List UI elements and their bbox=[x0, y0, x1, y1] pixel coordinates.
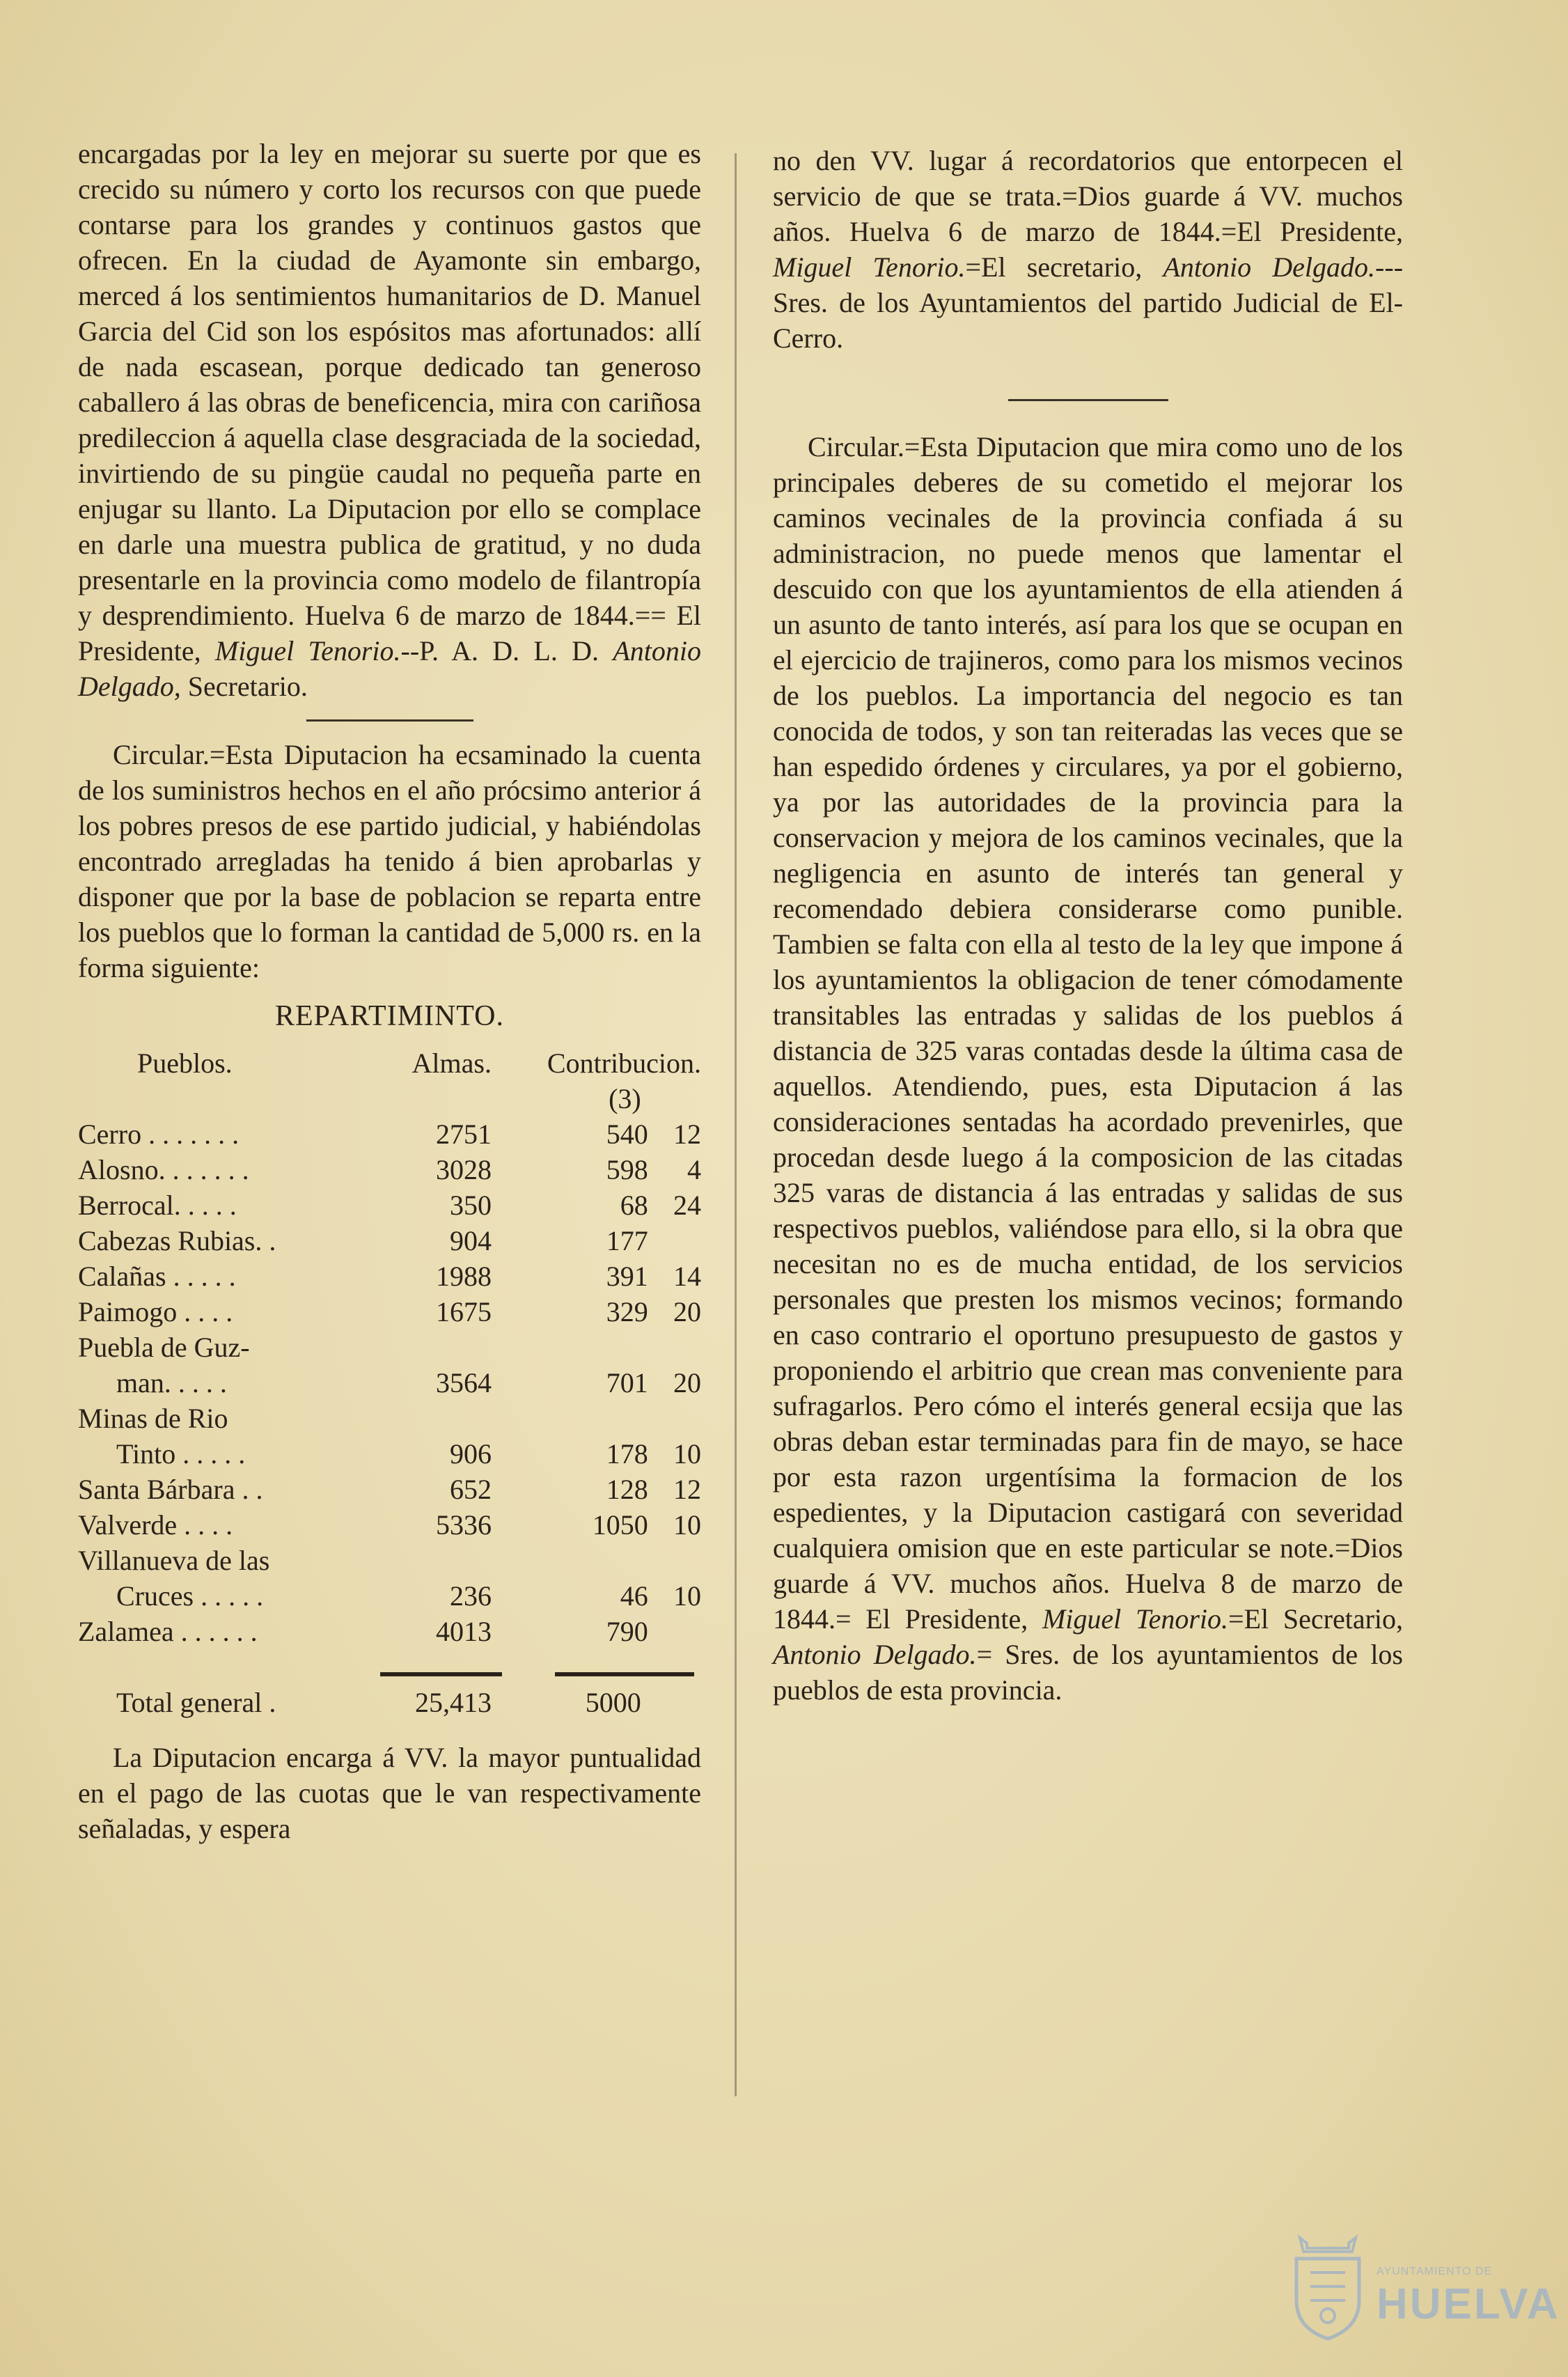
cell-contribucion bbox=[516, 1330, 648, 1365]
cell-centimos bbox=[648, 1614, 701, 1649]
cell-contribucion: 790 bbox=[606, 1616, 648, 1647]
cell-centimos bbox=[648, 1401, 701, 1436]
right-column bbox=[773, 143, 1403, 1708]
table-row bbox=[78, 1116, 701, 1152]
cell-contribucion bbox=[516, 1543, 648, 1578]
table-title: REPARTIMINTO. bbox=[274, 1000, 505, 1032]
signature-name: Antonio Delgado. bbox=[1163, 251, 1376, 283]
cell-contribucion bbox=[516, 1401, 648, 1436]
cell-almas: 652 bbox=[449, 1474, 492, 1505]
table-body bbox=[78, 1116, 701, 1649]
cell-almas: 3028 bbox=[435, 1154, 492, 1185]
section-divider bbox=[306, 719, 473, 722]
cell-contribucion: 68 bbox=[620, 1190, 648, 1221]
cell-almas bbox=[375, 1330, 516, 1365]
cell-almas: 3564 bbox=[435, 1367, 492, 1398]
text-run: encargadas por la ley en mejorar su suerte por que es crecido su número y corto los recursos con que puede contarse para los grandes y continuos gastos que ofrecen. En la ciudad de Ayamonte sin embargo, merced á los sentimientos humanitarios de D. Manuel Garcia del Cid son los espósitos mas afortunados: allí de nada escasean, porque dedicado tan generoso caballero á las obras de beneficencia, mira con cariñosa predileccion á aquella clase desgraciada de la sociedad, invirtiendo de su pingüe caudal no pequeña parte en enjugar su llanto. La Diputacion por ello se complace en darle una muestra publica de gratitud, y no duda presentarle en la provincia como modelo de filantropía y desprendimiento. Huelva 6 de marzo de 1844.== El Presidente, bbox=[78, 138, 701, 667]
table-row bbox=[78, 1294, 701, 1330]
cell-almas: 2751 bbox=[435, 1119, 492, 1150]
cell-pueblo: Santa Bárbara . . bbox=[78, 1474, 263, 1505]
cell-pueblo: Cruces . . . . . bbox=[116, 1580, 264, 1612]
total-almas: 25,413 bbox=[414, 1687, 492, 1718]
signature-name: Antonio Delgado, bbox=[78, 635, 702, 702]
archive-watermark bbox=[1286, 2227, 1560, 2349]
text-run: =El Secretario, bbox=[1228, 1603, 1404, 1635]
cell-centimos bbox=[648, 1543, 701, 1578]
total-row bbox=[78, 1685, 701, 1720]
total-rule-row bbox=[78, 1649, 701, 1685]
cell-pueblo: Villanueva de las bbox=[78, 1545, 270, 1576]
text-run: = Sres. de los ayuntamientos de los pueblos de esta provincia. bbox=[773, 1639, 1403, 1706]
cell-pueblo: Puebla de Guz- bbox=[78, 1332, 250, 1363]
cell-almas: 236 bbox=[449, 1580, 492, 1612]
cell-centimos: 14 bbox=[673, 1261, 701, 1292]
header-contribucion: Contribucion. bbox=[547, 1047, 701, 1079]
text-run: --- Sres. de los Ayuntamientos del partido Judicial de El-Cerro. bbox=[773, 251, 1404, 354]
right-paragraph-2 bbox=[773, 429, 1403, 1708]
cell-centimos: 12 bbox=[673, 1119, 701, 1150]
distribution-table bbox=[78, 1045, 701, 1720]
cell-contribucion: 178 bbox=[606, 1438, 648, 1470]
right-paragraph-1 bbox=[773, 143, 1403, 356]
cell-pueblo: Berrocal. . . . . bbox=[78, 1190, 237, 1221]
cell-centimos: 4 bbox=[687, 1154, 701, 1185]
table-row bbox=[78, 1614, 701, 1649]
cell-pueblo: Calañas . . . . . bbox=[78, 1261, 236, 1292]
cell-centimos bbox=[648, 1330, 701, 1365]
cell-almas bbox=[375, 1401, 516, 1436]
crest-icon bbox=[1286, 2231, 1370, 2342]
header-almas: Almas. bbox=[411, 1047, 492, 1079]
text-run: Circular.=Esta Diputacion que mira como uno de los principales deberes de su cometido el mejorar los caminos vecinales de la provincia confiada á su administracion, no puede menos que lamentar el descuido con que los ayuntamientos de ella atienden á un asunto de tanto interés, así para los que se ocupan en el ejercicio de trajineros, como para los mismos vecinos de los pueblos. La importancia del negocio es tan conocida de todos, y son tan reiteradas las veces que se han espedido órdenes y circulares, ya por el gobierno, ya por las autoridades de la provincia para la conservacion y mejora de los caminos vecinales, que la negligencia en asunto de interés tan general y recomendado debiera considerarse como punible. Tambien se falta con ella al testo de la ley que impone á los ayuntamientos la obligacion de tener cómodamente transitables las entradas y salidas de los pueblos á distancia de 325 varas contadas desde la última casa de aquellos. Atendiendo, pues, esta Diputacion á las consideraciones sentadas ha acordado prevenirles, que procedan desde luego á la composicion de las citadas 325 varas de distancia á las entradas y salidas de sus respectivos pueblos, valiéndose para ello, si la obra que necesitan no es de mucha entidad, de los servicios personales que presten los mismos vecinos; formando en caso contrario el oportuno presupuesto de gastos y proponiendo el arbitrio que crean mas conveniente para sufragarlos. Pero cómo el interés general ecsija que las obras deban estar terminadas para fin de mayo, se hace por esta razon urgentísima la formacion de los espedientes, y la Diputacion castigará con severidad cualquiera omision que en este particular se note.=Dios guarde á VV. muchos años. Huelva 8 de marzo de 1844.= El Presidente, bbox=[773, 431, 1403, 1635]
cell-almas: 906 bbox=[449, 1438, 492, 1470]
cell-centimos: 20 bbox=[673, 1296, 701, 1327]
cell-almas: 1988 bbox=[435, 1261, 492, 1292]
table-row bbox=[78, 1401, 701, 1436]
watermark-small-text: AYUNTAMIENTO DE bbox=[1377, 2266, 1493, 2277]
cell-pueblo: Cerro . . . . . . . bbox=[78, 1119, 240, 1150]
table-row bbox=[78, 1543, 701, 1578]
cell-almas: 4013 bbox=[435, 1616, 492, 1647]
cell-contribucion: 46 bbox=[620, 1580, 648, 1612]
left-paragraph-1 bbox=[78, 136, 701, 704]
table-row bbox=[78, 1223, 701, 1258]
cell-contribucion: 391 bbox=[606, 1261, 648, 1292]
table-note-row bbox=[78, 1081, 701, 1116]
table-row bbox=[78, 1436, 701, 1472]
total-contribucion: 5000 bbox=[585, 1687, 641, 1718]
watermark-big-text: HUELVA bbox=[1377, 2280, 1560, 2328]
cell-centimos: 10 bbox=[673, 1580, 701, 1612]
cell-centimos: 10 bbox=[673, 1509, 701, 1541]
signature-name: Miguel Tenorio. bbox=[773, 251, 966, 283]
cell-contribucion: 1050 bbox=[592, 1509, 648, 1541]
cell-pueblo: man. . . . . bbox=[116, 1367, 227, 1398]
column-divider bbox=[735, 153, 737, 2096]
table-header-row bbox=[78, 1045, 701, 1081]
cell-pueblo: Paimogo . . . . bbox=[78, 1296, 233, 1327]
cell-almas bbox=[375, 1543, 516, 1578]
cell-contribucion: 329 bbox=[606, 1296, 648, 1327]
table-row bbox=[78, 1330, 701, 1365]
total-label: Total general . bbox=[116, 1687, 276, 1718]
table-row bbox=[78, 1187, 701, 1223]
cell-pueblo: Cabezas Rubias. . bbox=[78, 1225, 276, 1256]
section-divider bbox=[1008, 399, 1168, 401]
header-pueblos: Pueblos. bbox=[137, 1047, 233, 1079]
cell-centimos: 12 bbox=[673, 1474, 701, 1505]
table-row bbox=[78, 1258, 701, 1294]
cell-centimos: 24 bbox=[673, 1190, 701, 1221]
table-row bbox=[78, 1507, 701, 1543]
cell-contribucion: 701 bbox=[606, 1367, 648, 1398]
cell-centimos bbox=[648, 1223, 701, 1258]
cell-almas: 904 bbox=[449, 1225, 492, 1256]
header-note: (3) bbox=[609, 1083, 641, 1114]
cell-pueblo: Zalamea . . . . . . bbox=[78, 1616, 258, 1647]
text-run: no den VV. lugar á recordatorios que entorpecen el servicio de que se trata.=Dios guarde á VV. muchos años. Huelva 6 de marzo de 1844.=El Presidente, bbox=[773, 145, 1403, 247]
cell-contribucion: 598 bbox=[606, 1154, 648, 1185]
cell-centimos: 10 bbox=[673, 1438, 701, 1470]
cell-pueblo: Valverde . . . . bbox=[78, 1509, 233, 1541]
cell-almas: 1675 bbox=[435, 1296, 492, 1327]
cell-pueblo: Alosno. . . . . . . bbox=[78, 1154, 249, 1185]
text-run: =El secretario, bbox=[965, 251, 1143, 283]
table-row bbox=[78, 1472, 701, 1507]
cell-centimos: 20 bbox=[673, 1367, 701, 1398]
table-row bbox=[78, 1578, 701, 1614]
cell-contribucion: 177 bbox=[606, 1225, 648, 1256]
signature-name: Miguel Tenorio. bbox=[1042, 1603, 1229, 1635]
cell-contribucion: 128 bbox=[606, 1474, 648, 1505]
total-rule bbox=[555, 1672, 694, 1676]
table-row bbox=[78, 1365, 701, 1401]
cell-pueblo: Minas de Rio bbox=[78, 1403, 228, 1434]
total-rule bbox=[380, 1672, 502, 1676]
left-paragraph-3: La Diputacion encarga á VV. la mayor puntualidad en el pago de las cuotas que le van respectivamente señaladas, y espera bbox=[78, 1742, 701, 1844]
signature-name: Miguel Tenorio. bbox=[214, 635, 401, 667]
cell-pueblo: Tinto . . . . . bbox=[116, 1438, 246, 1470]
left-paragraph-2: Circular.=Esta Diputacion ha ecsaminado la cuenta de los suministros hechos en el año prócsimo anterior á los pobres presos de ese partido judicial, y habiéndolas encontrado arregladas ha tenido á bien aprobarlas y disponer que por la base de poblacion se reparta entre los pueblos que lo forman la cantidad de 5,000 rs. en la forma siguiente: bbox=[78, 739, 701, 983]
cell-contribucion: 540 bbox=[606, 1119, 648, 1150]
text-run: --P. A. D. L. D. bbox=[400, 635, 599, 667]
cell-almas: 5336 bbox=[435, 1509, 492, 1541]
table-row bbox=[78, 1152, 701, 1187]
cell-almas: 350 bbox=[449, 1190, 492, 1221]
signature-name: Antonio Delgado. bbox=[773, 1639, 977, 1670]
left-column bbox=[78, 136, 701, 1846]
text-run: Secretario. bbox=[187, 671, 308, 702]
